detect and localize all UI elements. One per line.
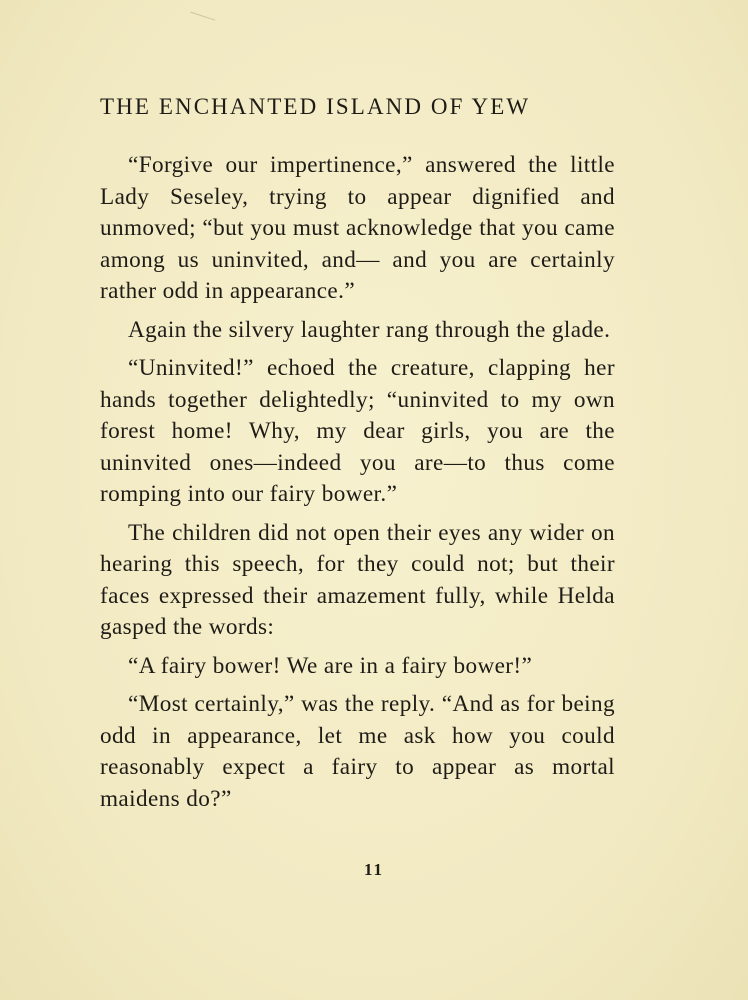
body-text: [100, 150, 615, 822]
page-number: 11: [363, 860, 385, 879]
paragraph-3: “Uninvited!” echoed the creature, clapping her hands together delightedly; “uninvited to my own forest home! Why, my dear girls, you are the uninvited ones—indeed you are—to thus come romping into our fairy bower.”: [100, 355, 615, 507]
paragraph-6: “Most certainly,” was the reply. “And as for being odd in appearance, let me ask how you could reasonably expect a fairy to appear as mortal maidens do?”: [100, 691, 615, 812]
paragraph-2: Again the silvery laughter rang through the glade.: [128, 316, 611, 343]
paragraph-5: “A fairy bower! We are in a fairy bower!”: [128, 652, 533, 679]
running-head: THE ENCHANTED ISLAND OF YEW: [100, 94, 531, 119]
paper-crease-mark: [190, 0, 219, 21]
paragraph-4: The children did not open their eyes any wider on hearing this speech, for they could not; but their faces expressed their amazement fully, while Helda gasped the words:: [100, 519, 615, 640]
paragraph-1: “Forgive our impertinence,” answered the little Lady Seseley, trying to appear dignified and unmoved; “but you must acknowledge that you came among us uninvited, and— and you are certainly rather odd in appearance.”: [100, 152, 615, 304]
